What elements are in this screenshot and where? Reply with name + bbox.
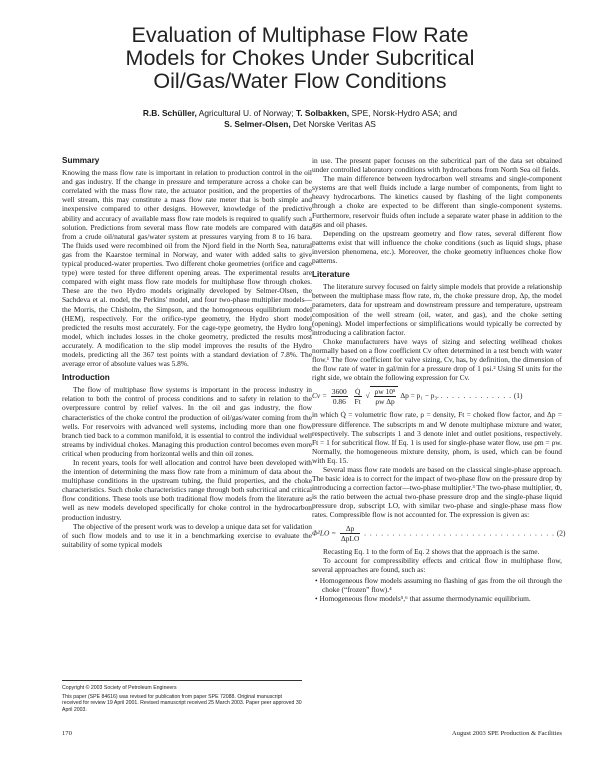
literature-paragraph-1: The literature survey focused on fairly simple models that provide a relationship between the multiphase mass flow rate, ṁ, the choke pressure drop, Δp, the model parameters, data for upstream and downstream pressure and temperature, upstream composition of the well stream (oil, water, and gas), and the choke setting (opening). Model imperfections or simplifications would typically be corrected by introducing a calibration factor. — [312, 282, 562, 337]
literature-paragraph-5: Recasting Eq. 1 to the form of Eq. 2 shows that the approach is the same. — [323, 546, 540, 556]
eq2-denominator: ΔpLO — [340, 533, 360, 543]
literature-paragraph-6: To account for compressibility effects and critical flow in multiphase flow, several approaches are found, such as: — [312, 555, 562, 574]
journal-footer: August 2003 SPE Production & Facilities — [451, 730, 562, 737]
sqrt-sign: √ — [365, 391, 370, 401]
literature-paragraph-3: in which Q̇ = volumetric flow rate, ρ = density, Ft = choked flow factor, and Δp = pressure difference. The subscripts m and W denote multiphase mixture and water, respectively. The subscripts 1 and 3 denote inlet and outlet positions, respectively. Ft = 1 for subcritical flow. If Eq. 1 is used for single-phase water flow, use ρm = ρw. Normally, the homogeneous mixture density, ρhom, is used, which can be found with Eq. 15. — [312, 410, 562, 465]
intro-paragraph-3: The objective of the present work was to develop a unique data set for validation of such flow models and to use it in a benchmarking exercise to evaluate the suitability of some typical models — [62, 521, 312, 549]
eq2-leader-dots: . . . . . . . . . . . . . . . . . . . . . . . . . . . . . . . . . . — [364, 527, 555, 537]
author-1-name: R.B. Schüller, — [142, 108, 197, 118]
eq1-constant-denominator: 0.86 — [332, 396, 346, 406]
title-line-2: Models for Chokes Under Subcritical — [125, 46, 475, 70]
right-paragraph-2: The main difference between hydrocarbon well streams and single-component systems are that well fluids include a large number of components, from light to heavy hydrocarbons. The kinetics caused by flashing of the light components through a choke are expected to be different than single-component systems. Furthermore, reservoir fluids often include a separate water phase in addition to the gas and oil phases. — [312, 174, 562, 229]
eq1-lhs: Cv = — [312, 391, 328, 401]
summary-heading: Summary — [62, 156, 100, 165]
eq2-number: (2) — [556, 527, 566, 537]
eq1-flow-denominator: Ft — [354, 396, 361, 406]
eq2-fraction — [340, 524, 360, 543]
author-3-affiliation: Det Norske Veritas AS — [290, 119, 376, 129]
introduction-heading: Introduction — [62, 373, 110, 383]
literature-paragraph-2: Choke manufacturers have ways of sizing and selecting wellhead chokes normally based on a flow coefficient Cv often determined in a test bench with water flow.¹ The flow coefficient for valve sizing, Cv, has, by definition, the dimension of the flow rate of water in gal/min for a pressure drop of 1 psi.² Using SI units for the right side, we obtain the following expression for Cv. — [312, 336, 562, 383]
continued-paragraph: in use. The present paper focuses on the subcritical part of the data set obtained under controlled laboratory conditions with hydrocarbons from North Sea oil fields. — [312, 156, 562, 175]
eq1-constant-fraction — [331, 387, 348, 406]
list-item: • Homogeneous flow models⁵,⁶ that assume thermodynamic equilibrium. — [322, 594, 562, 603]
paper-title — [20, 24, 580, 93]
eq2-numerator: Δp — [340, 524, 360, 534]
author-2-name: T. Solbakken, — [296, 108, 350, 118]
author-list — [20, 108, 580, 130]
approach-list — [312, 576, 562, 603]
intro-paragraph-1: The flow of multiphase flow systems is important in the process industry in relation to both the control of process conditions and to safety in relation to the overpressure control by relief valves. In the oil and gas industry, the flow characteristics of the choke control the production of oil/gas/water coming from the wells. For reservoirs with advanced well systems, including more than one flow branch tied back to a common manifold, it is essential to control the individual well streams by individual chokes. Managing this production control becomes even more critical when producing from horizontal wells and thin oil zones. — [62, 385, 312, 458]
left-column — [62, 156, 312, 549]
eq1-root — [370, 386, 399, 406]
title-line-1: Evaluation of Multiphase Flow Rate — [131, 23, 469, 47]
eq2-lhs: Φ²LO = — [312, 527, 337, 537]
author-3-name: S. Selmer-Olsen, — [224, 119, 291, 129]
list-item: • Homogeneous flow models assuming no flashing of gas from the oil through the choke (“frozen” flow).⁴ — [322, 576, 562, 594]
eq1-root-denominator: ρw Δp — [375, 397, 395, 407]
page-number: 170 — [62, 730, 72, 737]
eq1-leader-dots: . . . . . . . . . . . . . — [440, 391, 512, 401]
eq1-tail: Δp = p₁ − p₃. — [400, 391, 439, 401]
equation-1 — [312, 386, 562, 406]
author-2-affiliation: SPE, Norsk-Hydro ASA; and — [349, 108, 458, 118]
eq1-number: (1) — [513, 391, 523, 401]
eq1-constant-numerator: 3600 — [331, 386, 347, 396]
equation-2 — [312, 523, 566, 543]
author-1-affiliation: Agricultural U. of Norway; — [196, 108, 297, 118]
eq1-root-fraction — [374, 387, 397, 406]
copyright-notice: Copyright © 2003 Society of Petroleum Engineers — [62, 685, 177, 691]
right-column — [312, 156, 566, 604]
eq1-flow-numerator: Q̇ — [354, 386, 361, 396]
title-line-3: Oil/Gas/Water Flow Conditions — [153, 69, 447, 93]
summary-text: Knowing the mass flow rate is important in relation to production control in the oil and gas industry. If the change in pressure and temperature across a choke can be correlated with the mass flow rate, the actuator position, and the properties of the well stream, this may constitute a mass flow rate meter that is both simple and inexpensive compared to other designs. However, knowledge of the predictive ability and accuracy of available mass flow rate models is required to qualify such a solution. Predictions from several mass flow rate models are compared with data from a crude oil/natural gas/water system at pressures varying from 8 to 16 bara. The fluids used were recombined oil from the Njord field in the North Sea, natural gas from the Kaarstoe terminal in Norway, and water with added salts to give typical produced-water properties. Two different choke geometries (orifice and cage type) were tested for three different opening areas. The experimental results are compared with eight mass flow rate models for multiphase flow through chokes. These are the two Hydro models originally developed by Selmer-Olsen, the Sachdeva et al. model, the Perkins' model, and four two-phase multiplier models—the Morris, the Chisholm, the Simpson, and the homogeneous equilibrium model (HEM), respectively. For the orifice-type geometry, the Hydro short model predicted the results most accurately. For the cage-type geometry, the Hydro long model, which includes losses in the choke geometry, predicted the results most accurately. A modification to the slip model improves the results of the Hydro models, predicting all the 367 test points with a standard deviation of 7.8%. The average error of absolute values was 5.8%. — [62, 168, 312, 369]
footnote — [62, 680, 302, 715]
manuscript-history: This paper (SPE 84616) was revised for publication from paper SPE 72088. Original manuscript received for review 19 April 2001. Revised manuscript received 25 March 2003. Paper peer approved 30 April 2003. — [62, 693, 302, 713]
right-paragraph-3: Depending on the upstream geometry and flow rates, several different flow patterns exist that will influence the choke conditions (such as liquid slugs, phase inversion phenomena, etc.). Moreover, the choke geometry influences choke flow patterns. — [312, 228, 562, 266]
eq1-root-numerator: ρw 10⁵ — [374, 387, 396, 397]
eq1-flow-fraction — [354, 387, 362, 406]
literature-paragraph-4: Several mass flow rate models are based on the classical single-phase approach. The basic idea is to correct for the impact of two-phase flow on the pressure drop by introducing a correction factor—two-phase multiplier.³ The two-phase multiplier, Φ, is the ratio between the actual two-phase pressure drop and the single-phase liquid pressure drop, subscript LO, with similar two-phase and single-phase mass flow rates. Compressible flow is not accounted for. The expression is given as: — [312, 465, 562, 520]
literature-heading: Literature — [312, 270, 350, 280]
intro-paragraph-2: In recent years, tools for well allocation and control have been developed with the intention of determining the mass flow rate from a minimum of data about the multiphase conditions in the upstream tubing, the fluid properties, and the choke characteristics. Such choke characteristics range through both subcritical and critical flow conditions. These tools use both traditional flow models from the literature as well as new models developed specifically for choke control in the hydrocarbon production industry. — [62, 458, 312, 522]
